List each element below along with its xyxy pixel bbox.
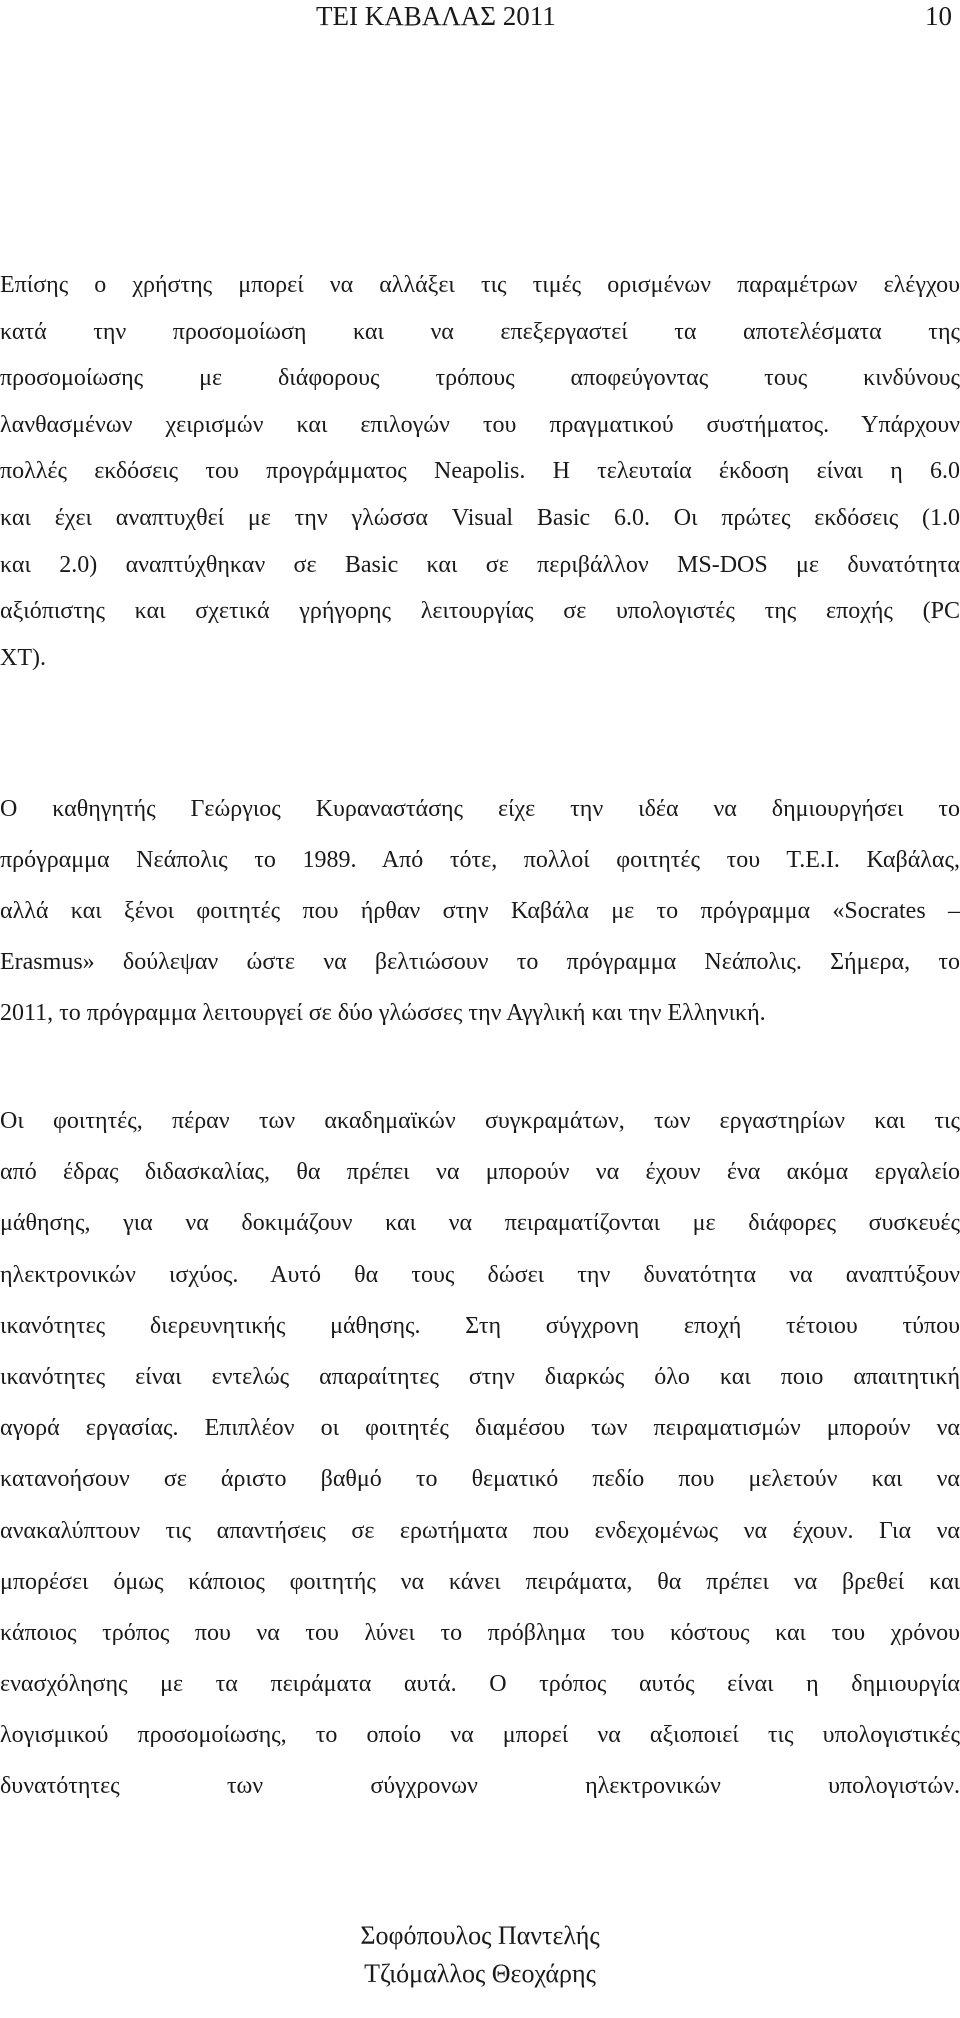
text-line: λανθασμένων χειρισμών και επιλογών του πραγματικού συστήματος. Υπάρχουν (0, 411, 960, 438)
text-line: αξιόπιστης και σχετικά γρήγορης λειτουργίας σε υπολογιστές της εποχής (PC (0, 598, 960, 625)
text-line: ενασχόλησης με τα πειράματα αυτά. Ο τρόπος αυτός είναι η δημιουργία (0, 1671, 960, 1698)
paragraph-2 (0, 784, 960, 1039)
text-line: δυνατότητες των σύγχρονων ηλεκτρονικών υπολογιστών. (0, 1773, 960, 1800)
text-line: αγορά εργασίας. Επιπλέον οι φοιτητές διαμέσου των πειραματισμών μπορούν να (0, 1415, 960, 1442)
text-line: από έδρας διδασκαλίας, θα πρέπει να μπορούν να έχουν ένα ακόμα εργαλείο (0, 1159, 960, 1186)
text-line: ανακαλύπτουν τις απαντήσεις σε ερωτήματα που ενδεχομένως να έχουν. Για να (0, 1517, 960, 1544)
text-line: πρόγραμμα Νεάπολις το 1989. Από τότε, πολλοί φοιτητές του Τ.Ε.Ι. Καβάλας, (0, 847, 960, 873)
text-line: μάθησης, για να δοκιμάζουν και να πειραματίζονται με διάφορες συσκευές (0, 1210, 960, 1237)
header-title: ΤΕΙ ΚΑΒΑΛΑΣ 2011 (316, 1, 556, 31)
author-name: Σοφόπουλος Παντελής (360, 1921, 600, 1950)
paragraph-1 (0, 262, 960, 681)
text-line: Οι φοιτητές, πέραν των ακαδημαϊκών συγκραμάτων, των εργαστηρίων και τις (0, 1108, 960, 1134)
text-line: κατανοήσουν σε άριστο βαθμό το θεματικό πεδίο που μελετούν και να (0, 1466, 960, 1493)
text-line: ικανότητες διερευνητικής μάθησης. Στη σύγχρονη εποχή τέτοιου τύπου (0, 1312, 960, 1339)
text-line: και 2.0) αναπτύχθηκαν σε Basic και σε περιβάλλον MS-DOS με δυνατότητα (0, 551, 960, 578)
text-line: προσομοίωσης με διάφορους τρόπους αποφεύγοντας τους κινδύνους (0, 365, 960, 392)
text-line: 2011, το πρόγραμμα λειτουργεί σε δύο γλώσσες την Αγγλική και την Ελληνική. (0, 1000, 766, 1026)
text-line: Erasmus» δούλεψαν ώστε να βελτιώσουν το πρόγραμμα Νεάπολις. Σήμερα, το (0, 949, 960, 975)
text-line: πολλές εκδόσεις του προγράμματος Neapolis. Η τελευταία έκδοση είναι η 6.0 (0, 458, 960, 485)
text-line: κατά την προσομοίωση και να επεξεργαστεί τα αποτελέσματα της (0, 318, 960, 345)
text-line: Επίσης ο χρήστης μπορεί να αλλάξει τις τιμές ορισμένων παραμέτρων ελέγχου (0, 272, 960, 298)
text-line: ηλεκτρονικών ισχύος. Αυτό θα τους δώσει την δυνατότητα να αναπτύξουν (0, 1261, 960, 1288)
text-line: XT). (0, 644, 46, 671)
text-line: Ο καθηγητής Γεώργιος Κυραναστάσης είχε την ιδέα να δημιουργήσει το (0, 796, 960, 822)
text-line: αλλά και ξένοι φοιτητές που ήρθαν στην Καβάλα με το πρόγραμμα «Socrates – (0, 898, 960, 924)
page-header (0, 0, 960, 40)
author-name: Τζιόμαλλος Θεοχάρης (364, 1959, 596, 1988)
text-line: κάποιος τρόπος που να του λύνει το πρόβλημα του κόστους και του χρόνου (0, 1619, 960, 1646)
text-line: και έχει αναπτυχθεί με την γλώσσα Visual Basic 6.0. Οι πρώτες εκδόσεις (1.0 (0, 504, 960, 531)
text-line: λογισμικού προσομοίωσης, το οποίο να μπορεί να αξιοποιεί τις υπολογιστικές (0, 1722, 960, 1749)
text-line: μπορέσει όμως κάποιος φοιτητής να κάνει πειράματα, θα πρέπει να βρεθεί και (0, 1568, 960, 1595)
paragraph-3 (0, 1096, 960, 1813)
footer-signature (0, 1917, 960, 1993)
text-line: ικανότητες είναι εντελώς απαραίτητες στην διαρκώς όλο και ποιο απαιτητική (0, 1363, 960, 1390)
page-number: 10 (925, 1, 952, 31)
